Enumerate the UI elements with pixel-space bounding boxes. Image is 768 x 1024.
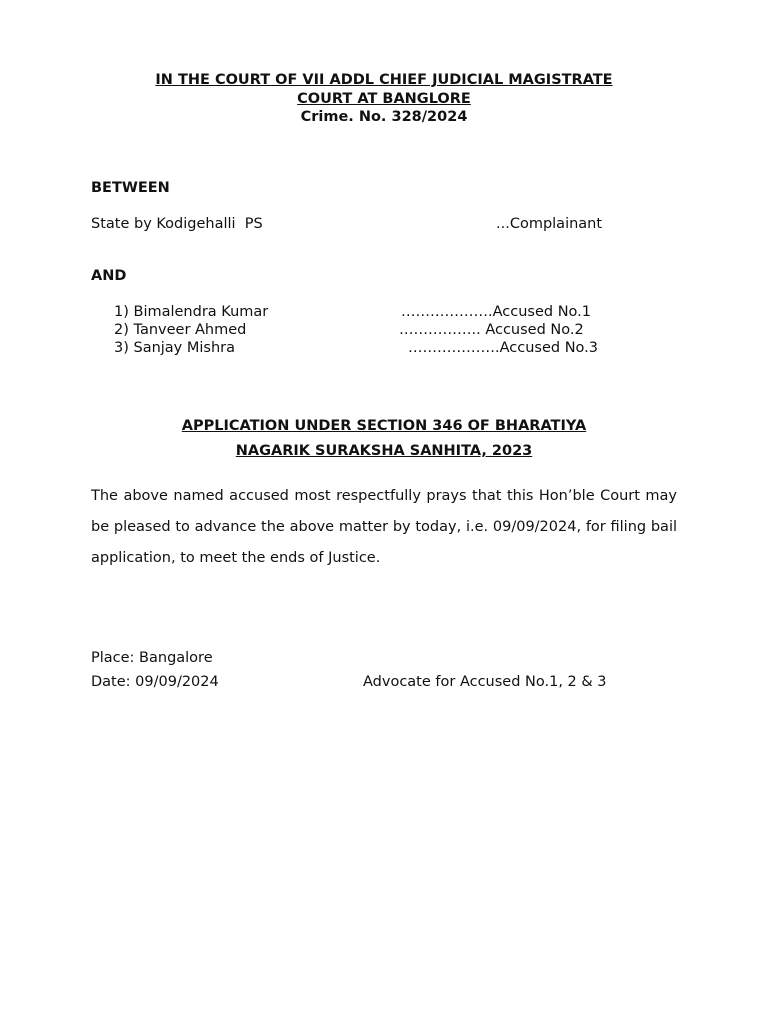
place-line: Place: Bangalore [91,650,213,666]
application-body: The above named accused most respectfully prays that this Hon’ble Court may be pleased to advance the above matter by today, i.e. 09/09/2024, for filing bail application, to meet the ends of Justice. [91,488,677,566]
accused-name-1: 1) Bimalendra Kumar [114,304,269,320]
application-title-line1: APPLICATION UNDER SECTION 346 OF BHARATIYA [181,418,587,434]
accused-role-3: ……………….Accused No.3 [408,340,598,356]
court-title-line1: IN THE COURT OF VII ADDL CHIEF JUDICIAL MAGISTRATE [155,72,613,88]
complainant-name: State by Kodigehalli PS [91,216,263,232]
court-title-line2: COURT AT BANGLORE [297,91,471,107]
between-label: BETWEEN [91,180,170,196]
complainant-role: ...Complainant [496,216,603,232]
accused-name-2: 2) Tanveer Ahmed [114,322,247,338]
application-title-line2: NAGARIK SURAKSHA SANHITA, 2023 [235,443,533,459]
crime-number: Crime. No. 328/2024 [300,109,468,125]
and-label: AND [91,268,127,284]
accused-role-2: …………….. Accused No.2 [399,322,584,338]
accused-name-3: 3) Sanjay Mishra [114,340,236,356]
date-line: Date: 09/09/2024 [91,674,219,690]
advocate-signature-line: Advocate for Accused No.1, 2 & 3 [363,674,607,690]
accused-role-1: ……………….Accused No.1 [401,304,591,320]
